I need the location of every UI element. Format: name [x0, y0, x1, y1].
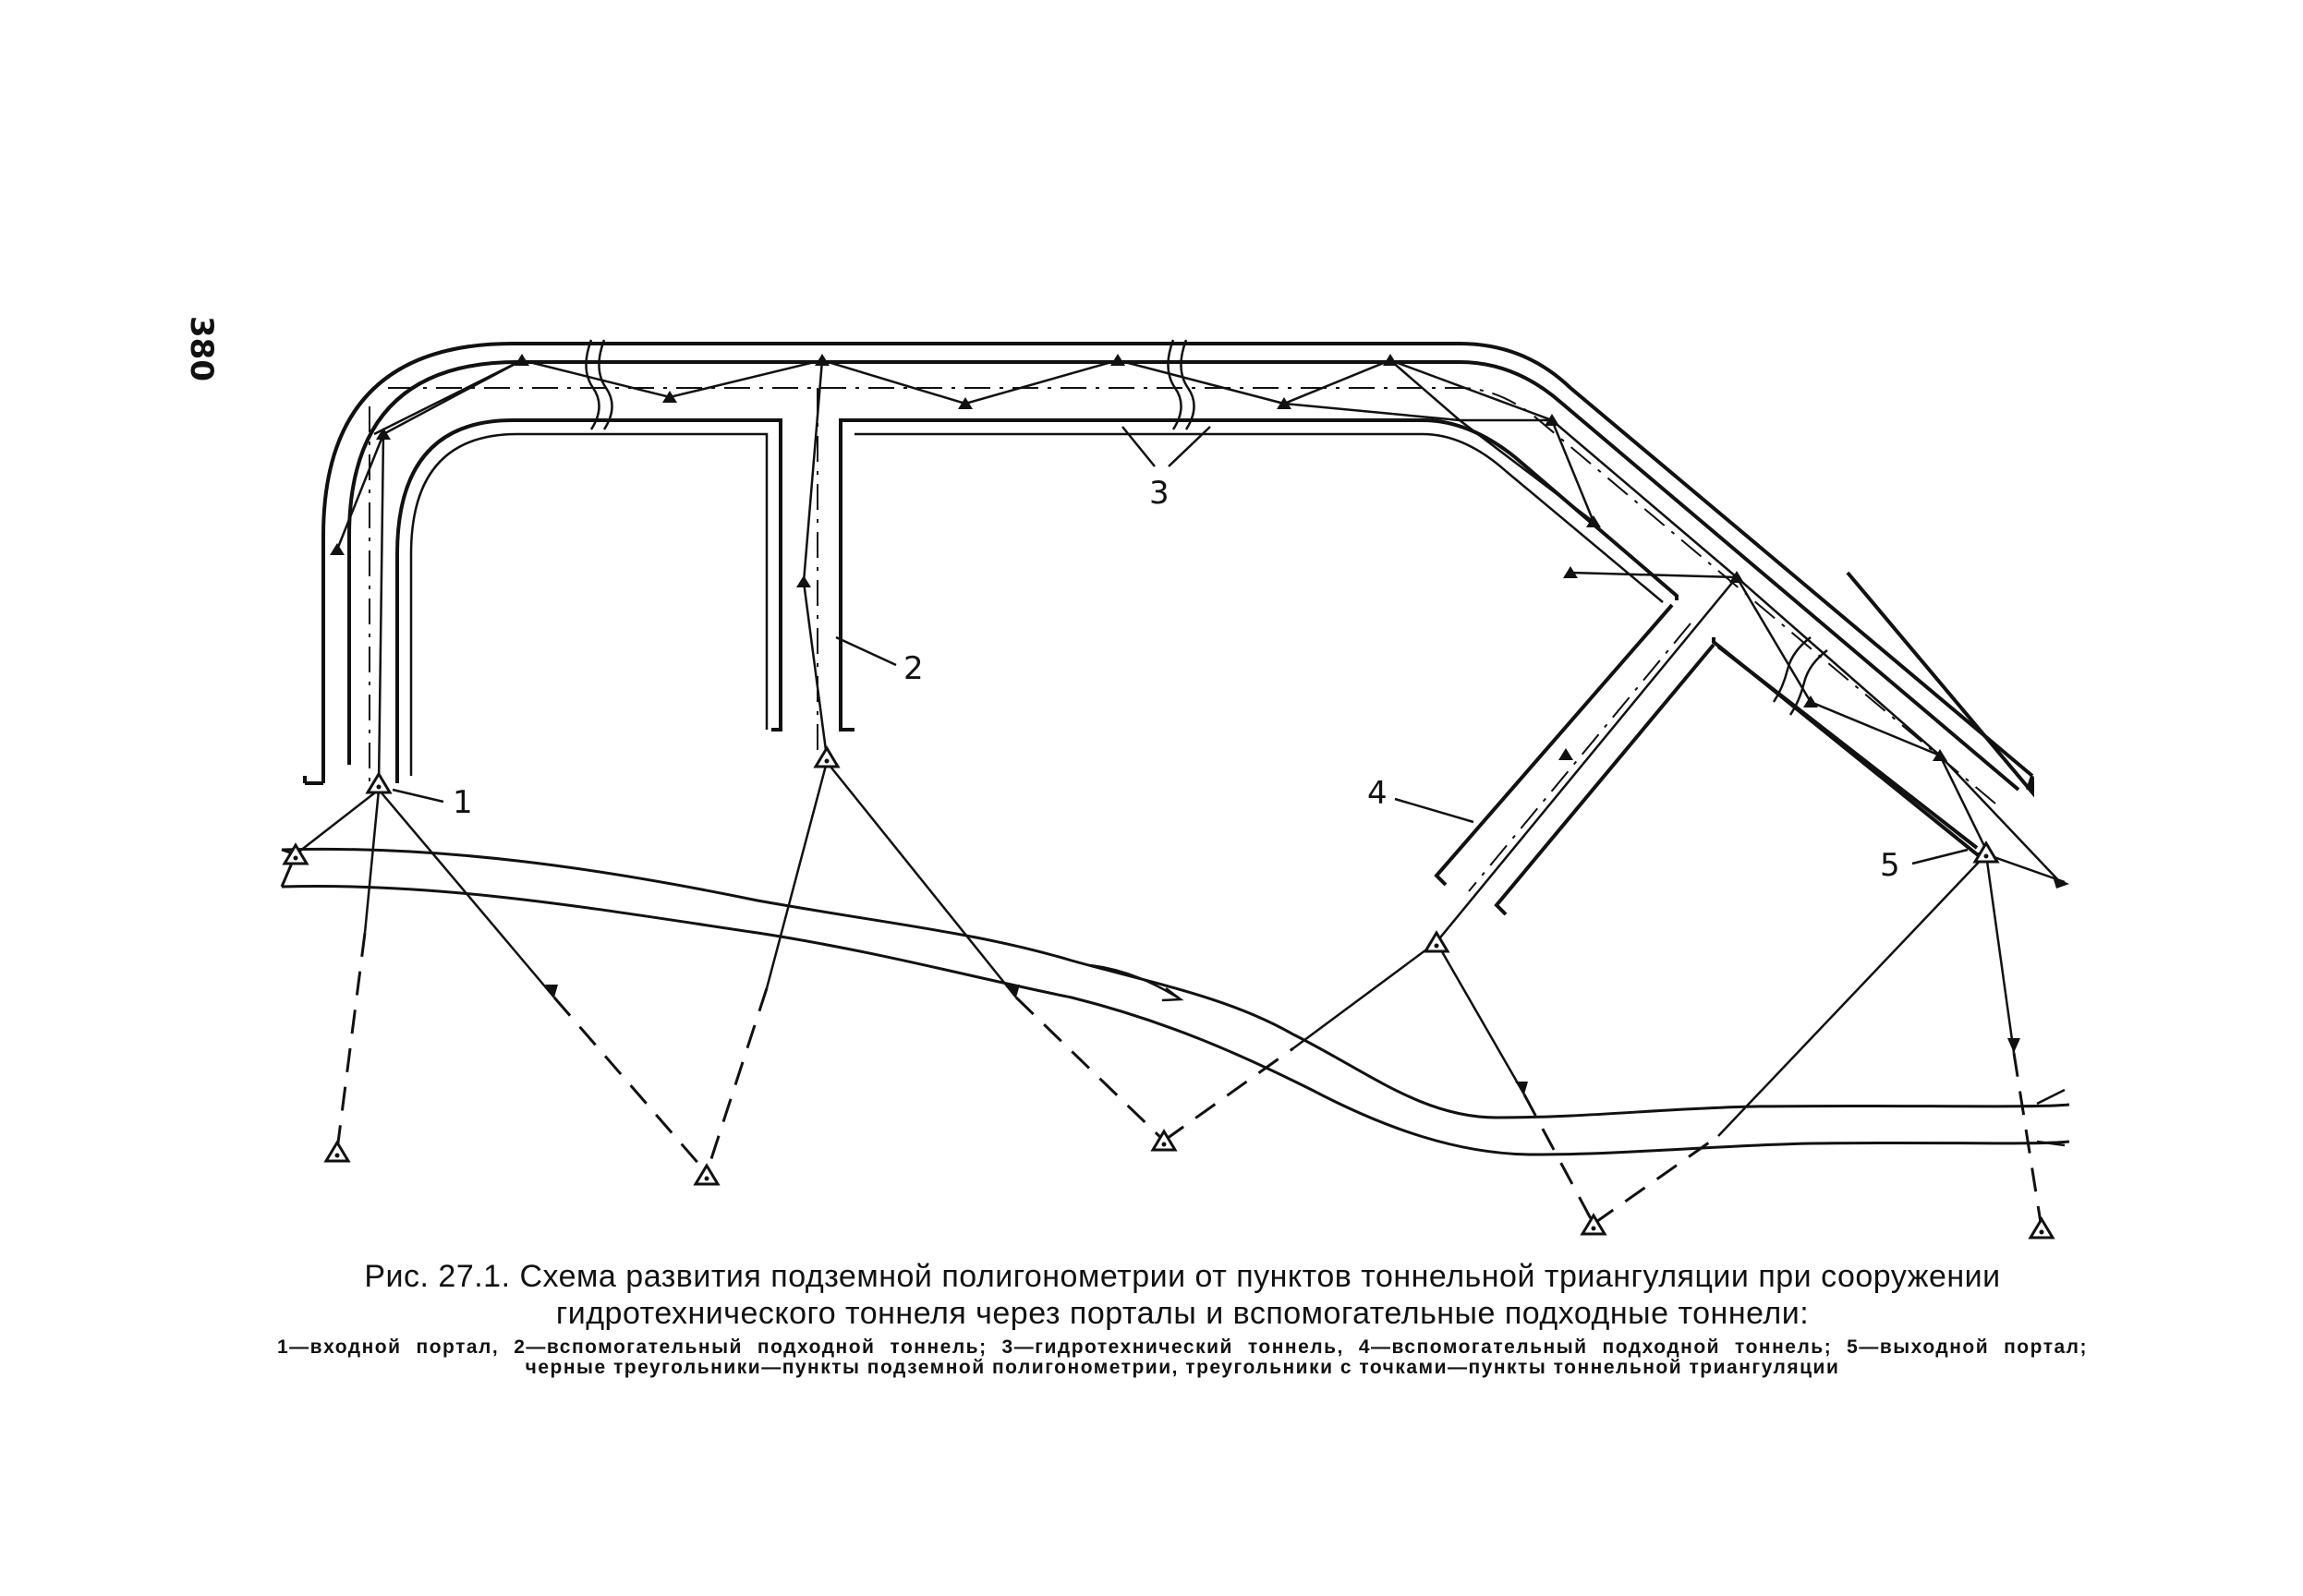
tri-line	[296, 790, 379, 854]
tri-line	[1293, 942, 1436, 1048]
river-bank-lower	[282, 886, 2069, 1155]
arrow-head	[1515, 1082, 1528, 1094]
leader-1	[393, 790, 443, 802]
break-mark-1	[586, 340, 599, 429]
break-mark-2	[1168, 340, 1181, 429]
triangulation-network	[296, 762, 2065, 1228]
triangulation-point	[368, 774, 390, 792]
page-number: 380	[183, 316, 220, 381]
tri-line	[1986, 854, 2065, 882]
river-bank-upper	[282, 849, 2069, 1118]
tunnel-second-wall	[349, 362, 2018, 790]
triangulation-point	[326, 1143, 348, 1161]
polygonometry-point	[1558, 748, 1573, 760]
tri-line	[365, 790, 379, 933]
caption-legend: 1—входной портал, 2—вспомогательный подходной тоннель; 3—гидротехнический тоннель, 4—вспомогательный подходной тоннель; 5—выходной портал; черные треугольники—пункты подземной полигонометрии, треугольники с точками—пункты тоннельной триангуляции	[277, 1336, 2088, 1378]
exit-wall-inner	[1718, 647, 1977, 848]
triangulation-point	[816, 748, 838, 767]
caption-title: Рис. 27.1. Схема развития подземной полигонометрии от пунктов тоннельной триангуляции при сооружении гидротехнического тоннеля через порталы и вспомогательные подходные тоннели:	[364, 1259, 2001, 1331]
river	[282, 849, 2069, 1155]
callout-1: 1	[453, 784, 473, 821]
polygonometry-point	[376, 428, 391, 440]
river-edge-right-upper	[2037, 1090, 2065, 1104]
triangulation-point	[1425, 933, 1448, 951]
adit-4-walls	[1436, 605, 1714, 914]
tunnel-centre-axis	[370, 388, 1995, 891]
tri-line-dashed	[1164, 1048, 1293, 1141]
polygonometry-point	[330, 543, 345, 555]
axis-adit-4	[1469, 623, 1691, 891]
tri-line	[1436, 942, 1524, 1094]
tunnel-inner-wall-a	[397, 420, 781, 783]
tunnel-outer-wall	[323, 344, 2032, 783]
axis-main	[388, 388, 1995, 804]
traverse-adit-4	[1436, 573, 1737, 942]
tri-line	[767, 762, 827, 988]
leader-3a	[1122, 427, 1155, 466]
figure-caption	[277, 1258, 2088, 1378]
leader-5	[1912, 850, 1968, 864]
tri-line	[827, 762, 1016, 998]
tunnel-inner-wall-b2	[855, 434, 1663, 602]
traverse-portal-1	[337, 360, 522, 785]
callout-3: 3	[1149, 475, 1170, 512]
break-mark-2b	[1181, 340, 1194, 429]
tri-line-dashed	[707, 988, 767, 1173]
tri-line	[1986, 854, 2014, 1053]
tri-line-dashed	[337, 933, 365, 1150]
polygonometry-traverse	[337, 360, 2060, 942]
leader-2	[836, 637, 896, 665]
polygonometry-point	[1383, 354, 1398, 366]
exit-portal-walls	[1718, 573, 2032, 848]
triangulation-point	[696, 1166, 718, 1184]
traverse-exit	[1737, 577, 2060, 882]
tunnel-inner-wall-a2	[411, 434, 767, 776]
direction-arrows	[545, 877, 2069, 1094]
adit-4-left-wall	[1436, 605, 1672, 885]
callout-4: 4	[1367, 775, 1388, 812]
polygonometry-point	[1803, 695, 1818, 707]
traverse-adit-2	[804, 360, 827, 757]
break-marks	[586, 340, 1827, 715]
arrow-head	[2007, 1038, 2020, 1053]
break-mark-1b	[599, 340, 612, 429]
callout-leaders	[393, 427, 1968, 864]
polygonometry-point	[815, 354, 830, 366]
triangulation-point	[2030, 1219, 2053, 1238]
polygonometry-point	[796, 575, 811, 587]
adit-4-right-wall	[1497, 645, 1714, 914]
tri-line	[1718, 854, 1986, 1136]
tri-line-dashed	[554, 998, 707, 1173]
polygonometry-points	[330, 354, 1947, 761]
callout-5: 5	[1880, 847, 1900, 884]
callout-2: 2	[903, 650, 924, 687]
leader-3b	[1169, 427, 1210, 466]
arrow-head	[2053, 877, 2069, 889]
hydrotechnical-tunnel-walls	[305, 344, 2032, 859]
polygonometry-point	[1110, 354, 1125, 366]
leader-4	[1395, 799, 1473, 822]
tunnel-inner-wall-b	[841, 420, 1677, 730]
polygonometry-point	[515, 354, 529, 366]
